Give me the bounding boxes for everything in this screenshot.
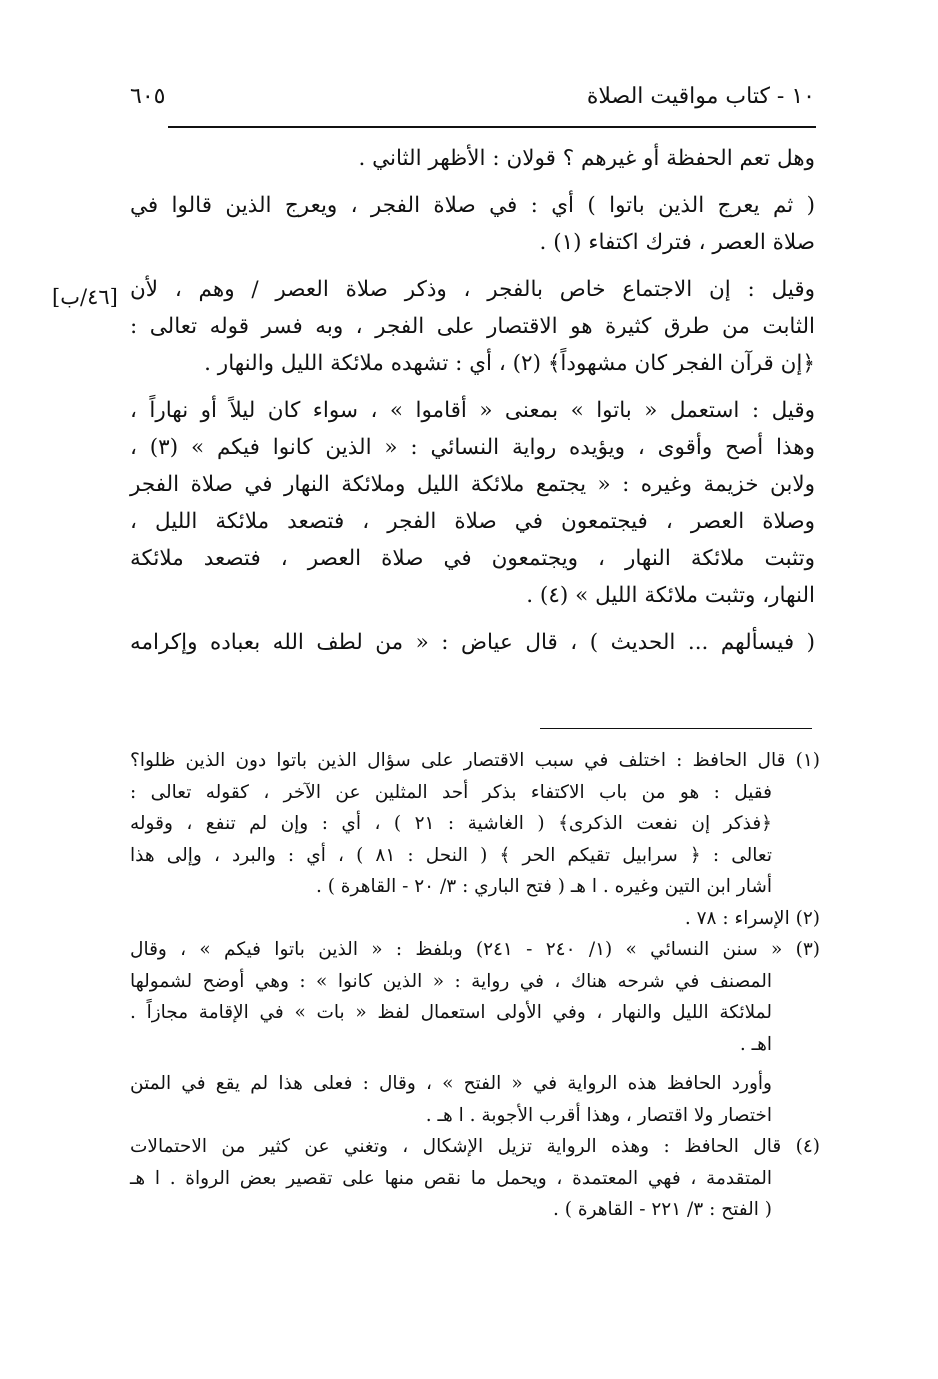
footnote-rule [540,728,812,729]
footnote-3 [130,934,820,1060]
footnote-line: (٤) قال الحافظ : وهذه الرواية تزيل الإشكال ، وتغني عن كثير من الاحتمالات [130,1136,820,1157]
footnote-line: ﴿فذكر إن نفعت الذكرى﴾ ( الغاشية : ٢١ ) ، أي : وإن لم تنفع ، وقوله [130,813,773,834]
text-line: ( ثم يعرج الذين باتوا ) أي : في صلاة الفجر ، ويعرج الذين قالوا في [130,193,815,218]
footnote-line: (٢) الإسراء : ٧٨ . [684,907,820,929]
footnotes [130,745,820,1226]
footnote-line: (٣) « سنن النسائي » (١/ ٢٤٠ - ٢٤١) وبلفظ : « الذين باتوا فيكم » ، وقال [130,939,820,960]
footnote-line: المصنف في شرحه هناك ، في رواية : « الذين كانوا » : وهي أوضح لشمولها [130,970,772,992]
page-header [130,84,815,120]
footnote-line: اهـ . [739,1033,772,1055]
text-line: صلاة العصر ، فترك اكتفاء (١) . [539,230,815,255]
page-number: ٦٠٥ [130,84,166,109]
footnote-line: ( الفتح : ٣/ ٢٢١ - القاهرة ) . [553,1199,772,1220]
text-line: ( فيسألهم ... الحديث ) ، قال عياض : « من لطف الله بعباده وإكرامه [130,630,815,655]
footnote-3-continued [130,1068,820,1131]
footnote-4 [130,1131,820,1226]
chapter-title: ١٠ - كتاب مواقيت الصلاة [586,84,815,109]
footnote-line: لملائكة الليل والنهار ، وفي الأولى استعمال لفظ « بات » في الإقامة مجازاً . [130,1002,772,1023]
text-line: وصلاة العصر ، فيجتمعون في صلاة الفجر ، فتصعد ملائكة الليل ، [130,509,815,534]
footnote-line: (١) قال الحافظ : اختلف في سبب الاقتصار على سؤال الذين باتوا دون الذين ظلوا؟ [130,750,820,771]
footnote-line: المتقدمة ، فهي المعتمدة ، ويحمل ما نقص منها على تقصير بعض الرواة . ا هـ [130,1167,772,1189]
text-line: الثابت من طرق كثيرة هو الاقتصار على الفجر ، وبه فسر قوله تعالى : [130,314,815,339]
header-rule [168,126,816,128]
footnote-line: فقيل : هو من باب الاكتفاء بذكر أحد المثلين عن الآخر ، كقوله تعالى : [130,781,772,803]
text-line: ولابن خزيمة وغيره : « يجتمع ملائكة الليل وملائكة النهار في صلاة الفجر [130,472,815,497]
main-text [130,140,815,661]
text-line: وهل تعم الحفظة أو غيرهم ؟ قولان : الأظهر الثاني . [358,146,815,171]
footnote-line: اختصار ولا اقتصار ، وهذا أقرب الأجوبة . ا هـ . [425,1104,772,1126]
text-line: النهار، وتثبت ملائكة الليل » (٤) . [526,583,815,608]
footnote-1 [130,745,820,903]
footnote-line: وأورد الحافظ هذه الرواية في « الفتح » ، وقال : فعلى هذا لم يقع في المتن [130,1073,772,1094]
text-line: وتثبت ملائكة النهار ، ويجتمعون في صلاة العصر ، فتصعد ملائكة [130,546,815,571]
footnote-line: تعالى : ﴿ سرابيل تقيكم الحر ﴾ ( النحل : ٨١ ) ، أي : والبرد ، وإلى هذا [130,844,772,866]
footnote-2 [130,903,820,935]
text-line: وقيل : إن الاجتماع خاص بالفجر ، وذكر صلاة العصر / وهم ، لأن [130,277,815,302]
text-line: وقيل : استعمل « باتوا » بمعنى « أقاموا » ، سواء كان ليلاً أو نهاراً ، [130,398,815,423]
margin-reference: [٤٦/ب] [52,285,118,309]
footnote-line: أشار ابن التين وغيره . ا هـ ( فتح الباري : ٣/ ٢٠ - القاهرة ) . [315,876,772,897]
text-line: وهذا أصح وأقوى ، ويؤيده رواية النسائي : « الذين كانوا فيكم » (٣) ، [130,435,815,460]
text-line: ﴿إن قرآن الفجر كان مشهوداً﴾ (٢) ، أي : تشهده ملائكة الليل والنهار . [204,351,815,376]
